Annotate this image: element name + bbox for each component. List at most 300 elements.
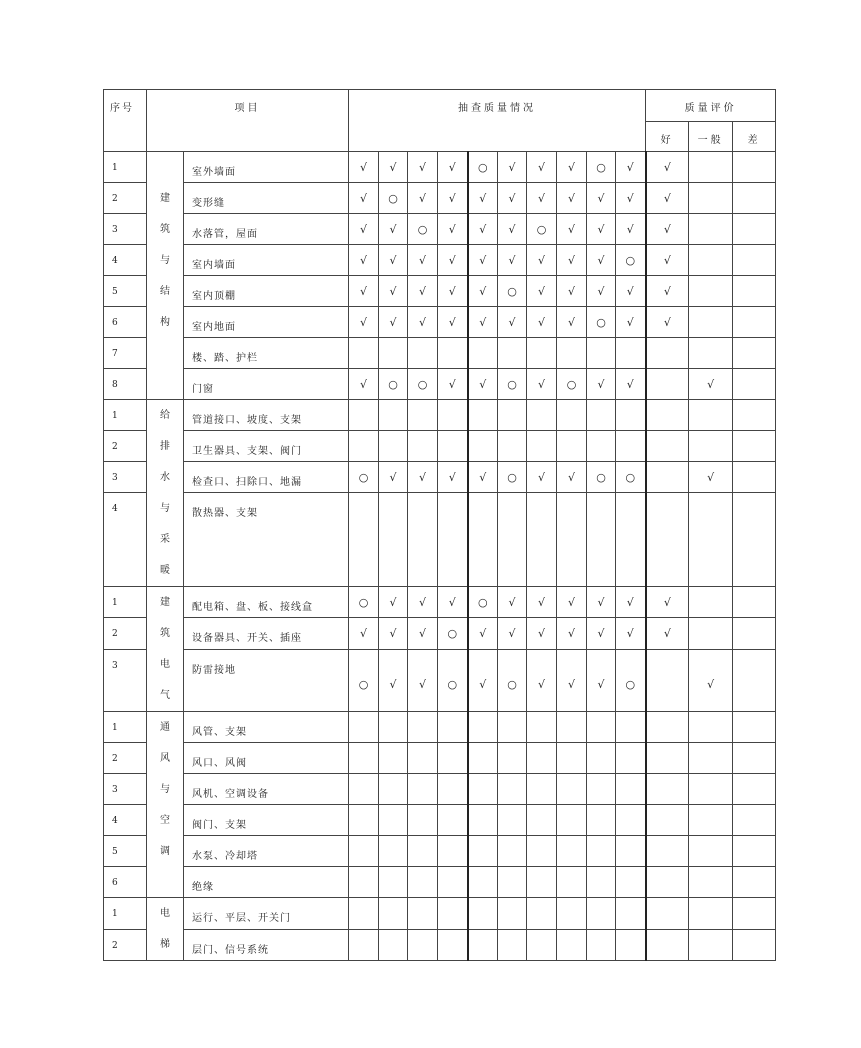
table-body: [104, 152, 776, 961]
evaluation-average: [689, 774, 733, 805]
row-number: 1: [104, 898, 147, 930]
inspection-mark: [468, 836, 498, 867]
evaluation-good: √: [646, 152, 689, 183]
evaluation-poor: [733, 152, 776, 183]
inspection-mark: [408, 400, 438, 431]
inspection-mark: [498, 400, 527, 431]
inspection-mark: ○: [557, 369, 587, 400]
inspection-mark: [587, 338, 616, 369]
inspection-mark: [498, 805, 527, 836]
evaluation-good: [646, 898, 689, 930]
evaluation-average: [689, 431, 733, 462]
inspection-mark: ○: [527, 214, 557, 245]
inspection-mark: √: [438, 369, 468, 400]
inspection-mark: √: [557, 462, 587, 493]
evaluation-good: √: [646, 587, 689, 618]
inspection-mark: √: [498, 618, 527, 649]
evaluation-average: [689, 493, 733, 587]
inspection-mark: √: [379, 214, 408, 245]
inspection-mark: [438, 929, 468, 961]
evaluation-poor: [733, 805, 776, 836]
category-char: 采: [160, 534, 170, 545]
evaluation-average: [689, 898, 733, 930]
inspection-mark: [379, 867, 408, 898]
item-name: 防雷接地: [184, 649, 349, 712]
evaluation-good: [646, 649, 689, 712]
item-name: 阀门、支架: [184, 805, 349, 836]
inspection-mark: [349, 836, 379, 867]
inspection-mark: ○: [498, 649, 527, 712]
inspection-mark: [587, 929, 616, 961]
inspection-mark: √: [527, 276, 557, 307]
inspection-mark: [498, 743, 527, 774]
inspection-mark: [587, 400, 616, 431]
evaluation-good: √: [646, 245, 689, 276]
inspection-mark: [349, 743, 379, 774]
inspection-mark: √: [438, 462, 468, 493]
evaluation-good: [646, 867, 689, 898]
inspection-mark: √: [468, 276, 498, 307]
inspection-mark: [616, 898, 646, 930]
row-number: 2: [104, 431, 147, 462]
category-char: 通: [160, 722, 170, 733]
table-row: [104, 867, 776, 898]
inspection-mark: √: [527, 649, 557, 712]
item-name: 绝缘: [184, 867, 349, 898]
category-char: 建: [160, 193, 170, 204]
inspection-mark: [527, 431, 557, 462]
evaluation-poor: [733, 245, 776, 276]
inspection-mark: [468, 774, 498, 805]
inspection-mark: √: [349, 214, 379, 245]
inspection-mark: √: [379, 649, 408, 712]
inspection-mark: [557, 836, 587, 867]
item-name: 室内墙面: [184, 245, 349, 276]
category-char: 与: [160, 503, 170, 514]
inspection-mark: [379, 929, 408, 961]
inspection-mark: √: [379, 618, 408, 649]
evaluation-good: [646, 431, 689, 462]
inspection-mark: [379, 431, 408, 462]
inspection-mark: ○: [587, 462, 616, 493]
evaluation-poor: [733, 929, 776, 961]
item-name: 室内地面: [184, 307, 349, 338]
inspection-mark: [408, 338, 438, 369]
inspection-mark: [616, 836, 646, 867]
inspection-mark: √: [408, 245, 438, 276]
evaluation-poor: [733, 214, 776, 245]
inspection-mark: √: [498, 307, 527, 338]
inspection-mark: [438, 338, 468, 369]
inspection-mark: √: [438, 214, 468, 245]
evaluation-poor: [733, 183, 776, 214]
inspection-mark: [527, 929, 557, 961]
inspection-mark: [616, 805, 646, 836]
evaluation-average: [689, 214, 733, 245]
evaluation-good: [646, 929, 689, 961]
evaluation-poor: [733, 836, 776, 867]
header-seq: 序号: [104, 90, 147, 152]
evaluation-average: [689, 618, 733, 649]
inspection-mark: √: [349, 152, 379, 183]
inspection-mark: [557, 743, 587, 774]
inspection-mark: √: [587, 245, 616, 276]
inspection-mark: [527, 867, 557, 898]
inspection-mark: √: [349, 245, 379, 276]
inspection-mark: √: [379, 152, 408, 183]
inspection-mark: [408, 805, 438, 836]
inspection-mark: [616, 867, 646, 898]
inspection-mark: [408, 867, 438, 898]
inspection-mark: [527, 836, 557, 867]
inspection-mark: √: [616, 152, 646, 183]
item-name: 室内顶棚: [184, 276, 349, 307]
inspection-mark: [468, 712, 498, 743]
inspection-mark: [349, 400, 379, 431]
inspection-mark: [438, 743, 468, 774]
inspection-mark: [527, 898, 557, 930]
evaluation-poor: [733, 493, 776, 587]
inspection-mark: √: [557, 183, 587, 214]
inspection-mark: [468, 898, 498, 930]
inspection-mark: √: [468, 214, 498, 245]
evaluation-good: [646, 743, 689, 774]
inspection-mark: [468, 743, 498, 774]
item-name: 风口、风阀: [184, 743, 349, 774]
inspection-mark: √: [408, 462, 438, 493]
inspection-mark: √: [498, 183, 527, 214]
inspection-mark: √: [527, 587, 557, 618]
row-number: 1: [104, 712, 147, 743]
evaluation-average: [689, 743, 733, 774]
inspection-mark: [379, 338, 408, 369]
inspection-mark: [498, 867, 527, 898]
evaluation-average: [689, 712, 733, 743]
inspection-mark: [587, 867, 616, 898]
inspection-mark: [498, 898, 527, 930]
inspection-mark: √: [616, 214, 646, 245]
category-char: 气: [160, 690, 170, 701]
category-char: 构: [160, 317, 170, 328]
category-char: 电: [160, 908, 170, 919]
inspection-mark: [438, 431, 468, 462]
category-char: 排: [160, 441, 170, 452]
inspection-mark: √: [379, 307, 408, 338]
row-number: 3: [104, 774, 147, 805]
item-name: 水落管，屋面: [184, 214, 349, 245]
evaluation-poor: [733, 276, 776, 307]
inspection-mark: √: [408, 276, 438, 307]
inspection-mark: [349, 805, 379, 836]
inspection-mark: √: [527, 245, 557, 276]
inspection-mark: [527, 338, 557, 369]
inspection-mark: [379, 805, 408, 836]
evaluation-average: √: [689, 462, 733, 493]
evaluation-poor: [733, 712, 776, 743]
inspection-mark: √: [468, 649, 498, 712]
inspection-mark: [587, 743, 616, 774]
inspection-mark: [438, 493, 468, 587]
evaluation-average: [689, 587, 733, 618]
inspection-mark: [557, 898, 587, 930]
table-row: [104, 618, 776, 649]
inspection-mark: √: [587, 276, 616, 307]
inspection-mark: ○: [498, 276, 527, 307]
evaluation-average: [689, 183, 733, 214]
category-char: 结: [160, 286, 170, 297]
evaluation-average: [689, 836, 733, 867]
evaluation-poor: [733, 867, 776, 898]
inspection-mark: ○: [616, 245, 646, 276]
inspection-mark: [498, 836, 527, 867]
category-char: 风: [160, 753, 170, 764]
inspection-mark: √: [408, 307, 438, 338]
evaluation-good: [646, 462, 689, 493]
inspection-mark: √: [557, 587, 587, 618]
item-name: 水泵、冷却塔: [184, 836, 349, 867]
inspection-mark: [527, 805, 557, 836]
inspection-mark: ○: [349, 462, 379, 493]
inspection-mark: √: [468, 462, 498, 493]
item-name: 室外墙面: [184, 152, 349, 183]
inspection-mark: [408, 712, 438, 743]
item-name: 风管、支架: [184, 712, 349, 743]
evaluation-poor: [733, 338, 776, 369]
inspection-mark: √: [438, 183, 468, 214]
evaluation-good: √: [646, 183, 689, 214]
inspection-mark: [498, 774, 527, 805]
inspection-mark: [527, 743, 557, 774]
inspection-mark: √: [349, 276, 379, 307]
inspection-mark: √: [468, 183, 498, 214]
item-name: 卫生器具、支架、阀门: [184, 431, 349, 462]
inspection-mark: √: [408, 587, 438, 618]
inspection-mark: √: [527, 307, 557, 338]
inspection-mark: [587, 774, 616, 805]
table-row: [104, 712, 776, 743]
inspection-mark: [468, 805, 498, 836]
category-cell: [147, 152, 184, 400]
inspection-mark: [438, 867, 468, 898]
table-row: [104, 338, 776, 369]
row-number: 6: [104, 307, 147, 338]
evaluation-average: [689, 338, 733, 369]
inspection-mark: ○: [498, 462, 527, 493]
item-name: 运行、平层、开关门: [184, 898, 349, 930]
inspection-mark: √: [587, 618, 616, 649]
inspection-mark: [379, 774, 408, 805]
table-row: [104, 743, 776, 774]
inspection-mark: [498, 431, 527, 462]
row-number: 3: [104, 462, 147, 493]
inspection-mark: √: [557, 152, 587, 183]
evaluation-good: [646, 400, 689, 431]
evaluation-good: √: [646, 307, 689, 338]
row-number: 8: [104, 369, 147, 400]
inspection-mark: [379, 836, 408, 867]
evaluation-poor: [733, 649, 776, 712]
item-name: 检查口、扫除口、地漏: [184, 462, 349, 493]
row-number: 3: [104, 649, 147, 712]
inspection-mark: [468, 431, 498, 462]
category-char: 与: [160, 784, 170, 795]
inspection-mark: [616, 743, 646, 774]
item-name: 层门、信号系统: [184, 929, 349, 961]
evaluation-poor: [733, 587, 776, 618]
evaluation-good: √: [646, 214, 689, 245]
evaluation-good: [646, 774, 689, 805]
inspection-mark: ○: [616, 649, 646, 712]
evaluation-poor: [733, 774, 776, 805]
category-char: 调: [160, 846, 170, 857]
table-row: [104, 774, 776, 805]
inspection-mark: √: [587, 649, 616, 712]
inspection-mark: √: [438, 152, 468, 183]
item-name: 门窗: [184, 369, 349, 400]
inspection-mark: [557, 431, 587, 462]
evaluation-poor: [733, 307, 776, 338]
evaluation-average: [689, 867, 733, 898]
inspection-mark: [408, 774, 438, 805]
inspection-mark: [527, 774, 557, 805]
evaluation-good: [646, 338, 689, 369]
category-cell: [147, 898, 184, 961]
inspection-mark: ○: [468, 152, 498, 183]
evaluation-average: [689, 152, 733, 183]
header-evaluation: 质量评价: [646, 90, 776, 122]
inspection-mark: [616, 338, 646, 369]
row-number: 4: [104, 805, 147, 836]
table-row: [104, 805, 776, 836]
category-char: 水: [160, 472, 170, 483]
inspection-mark: ○: [587, 152, 616, 183]
header-inspection: 抽查质量情况: [349, 90, 646, 152]
evaluation-good: √: [646, 276, 689, 307]
inspection-mark: √: [349, 369, 379, 400]
inspection-mark: [468, 929, 498, 961]
inspection-mark: [408, 929, 438, 961]
inspection-mark: [587, 836, 616, 867]
row-number: 4: [104, 493, 147, 587]
inspection-mark: [438, 712, 468, 743]
inspection-mark: [468, 493, 498, 587]
inspection-mark: [349, 493, 379, 587]
inspection-mark: [498, 712, 527, 743]
inspection-mark: [468, 338, 498, 369]
evaluation-poor: [733, 462, 776, 493]
inspection-mark: [587, 805, 616, 836]
inspection-mark: √: [557, 245, 587, 276]
inspection-mark: √: [468, 369, 498, 400]
item-name: 风机、空调设备: [184, 774, 349, 805]
category-char: 与: [160, 255, 170, 266]
inspection-mark: ○: [616, 462, 646, 493]
inspection-mark: [527, 400, 557, 431]
inspection-mark: √: [379, 462, 408, 493]
inspection-mark: √: [379, 587, 408, 618]
inspection-mark: √: [468, 618, 498, 649]
inspection-mark: √: [616, 369, 646, 400]
inspection-mark: [349, 929, 379, 961]
inspection-mark: [587, 493, 616, 587]
inspection-mark: [379, 712, 408, 743]
evaluation-average: [689, 400, 733, 431]
row-number: 5: [104, 836, 147, 867]
inspection-mark: √: [468, 307, 498, 338]
inspection-mark: √: [349, 307, 379, 338]
inspection-mark: √: [349, 618, 379, 649]
evaluation-average: √: [689, 649, 733, 712]
inspection-mark: √: [557, 307, 587, 338]
evaluation-good: [646, 493, 689, 587]
inspection-mark: [616, 493, 646, 587]
inspection-mark: [557, 867, 587, 898]
inspection-mark: [557, 493, 587, 587]
category-spacer: [147, 152, 183, 183]
inspection-mark: [438, 400, 468, 431]
evaluation-good: [646, 836, 689, 867]
inspection-mark: [379, 898, 408, 930]
inspection-mark: √: [527, 618, 557, 649]
table-row: [104, 836, 776, 867]
inspection-mark: √: [557, 618, 587, 649]
category-char: 给: [160, 410, 170, 421]
category-char: 建: [160, 597, 170, 608]
inspection-mark: [616, 431, 646, 462]
evaluation-good: √: [646, 618, 689, 649]
row-number: 2: [104, 183, 147, 214]
inspection-mark: √: [616, 587, 646, 618]
category-char: 筑: [160, 628, 170, 639]
item-name: 散热器、支架: [184, 493, 349, 587]
category-char: 梯: [160, 939, 170, 950]
inspection-mark: [438, 774, 468, 805]
inspection-mark: √: [498, 152, 527, 183]
inspection-mark: √: [408, 152, 438, 183]
inspection-mark: [498, 493, 527, 587]
inspection-mark: [438, 805, 468, 836]
quality-inspection-table: [103, 89, 776, 961]
inspection-mark: √: [408, 183, 438, 214]
inspection-mark: √: [527, 152, 557, 183]
table-row: [104, 929, 776, 961]
row-number: 1: [104, 400, 147, 431]
header-item: 项目: [147, 90, 349, 152]
evaluation-average: [689, 276, 733, 307]
inspection-mark: [349, 338, 379, 369]
inspection-mark: ○: [408, 214, 438, 245]
inspection-mark: [498, 338, 527, 369]
inspection-mark: √: [438, 587, 468, 618]
category-char: 电: [160, 659, 170, 670]
category-char: 空: [160, 815, 170, 826]
inspection-mark: [349, 431, 379, 462]
inspection-mark: √: [527, 369, 557, 400]
item-name: 变形缝: [184, 183, 349, 214]
inspection-mark: √: [616, 276, 646, 307]
inspection-mark: [438, 836, 468, 867]
category-cell: [147, 400, 184, 587]
inspection-mark: √: [587, 183, 616, 214]
inspection-mark: √: [587, 587, 616, 618]
evaluation-average: √: [689, 369, 733, 400]
inspection-mark: √: [616, 618, 646, 649]
evaluation-average: [689, 805, 733, 836]
inspection-mark: ○: [468, 587, 498, 618]
table-row: [104, 307, 776, 338]
inspection-mark: [379, 400, 408, 431]
evaluation-average: [689, 307, 733, 338]
